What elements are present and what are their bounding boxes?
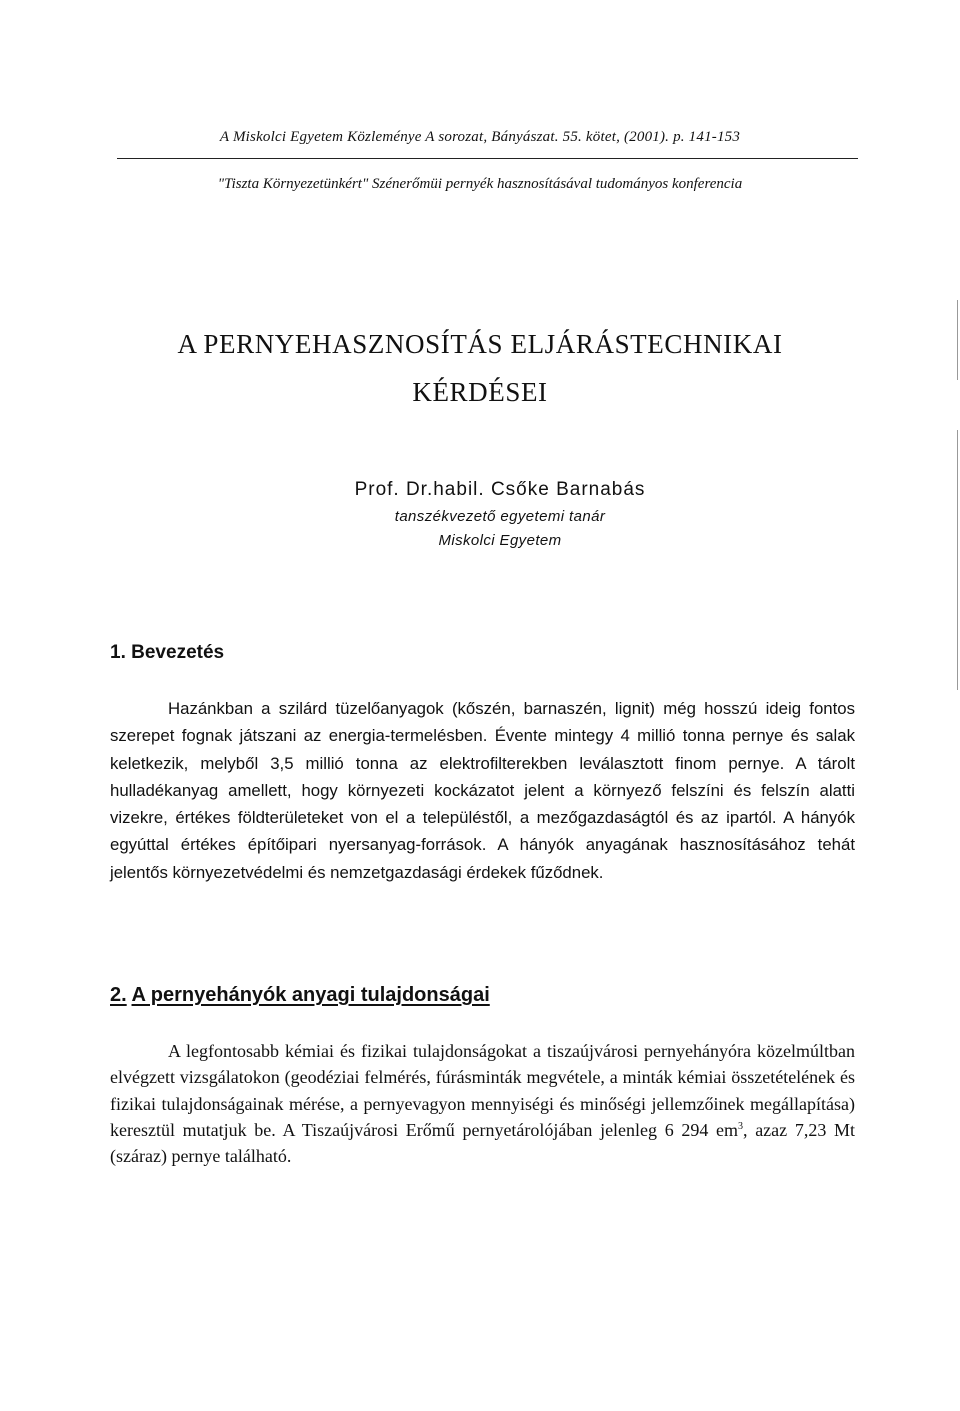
header-divider	[117, 158, 858, 159]
paper-title	[0, 320, 960, 416]
author-block	[0, 475, 920, 553]
scan-edge-mark	[957, 300, 958, 380]
journal-citation: A Miskolci Egyetem Közleménye A sorozat, Bányászat. 55. kötet, (2001). p. 141-153	[219, 129, 741, 145]
section-number: 1.	[110, 642, 126, 663]
section-number: 2.	[110, 984, 127, 1006]
section-heading-properties	[110, 984, 490, 1007]
author-institution: Miskolci Egyetem	[438, 532, 562, 549]
paragraph-text: Hazánkban a szilárd tüzelőanyagok (kőszén, barnaszén, lignit) még hosszú ideig fontos szerepet fognak játszani az energia-termelésben. Évente mintegy 4 millió tonna pernye és salak keletkezik, melyből 3,5 millió tonna az elektrofilterekben leválasztott finom pernye. A tárolt hulladékanyag amellett, hogy környezeti kockázatot jelent a környező felszíni és felszín alatti vizekre, értékes földterületeket von el a településtől, a mezőgazdaságtól és az ipartól. A hányók egyúttal értékes építőipari nyersanyag-források. A hányók anyagának hasznosításához tehát jelentős környezetvédelmi és nemzetgazdasági érdekek fűződnek.	[110, 699, 855, 882]
introduction-paragraph	[110, 695, 855, 886]
section-title: Bevezetés	[131, 642, 225, 663]
properties-paragraph	[110, 1038, 855, 1169]
section-heading-introduction	[110, 642, 224, 664]
paper-title-line2: KÉRDÉSEI	[412, 377, 548, 407]
section-title: A pernyehányók anyagi tulajdonságai	[131, 984, 490, 1006]
paragraph-text-tail: , azaz 7,23 Mt (száraz) pernye található.	[110, 1119, 855, 1167]
superscript-exponent: 3	[738, 1120, 744, 1132]
author-position: tanszékvezető egyetemi tanár	[394, 508, 606, 525]
paragraph-text: A legfontosabb kémiai és fizikai tulajdonságokat a tiszaújvárosi pernyehányóra közelmúltban elvégzett vizsgálatokon (geodéziai felmérés, fúrásminták megvétele, a minták kémiai összetételének és fizikai tulajdonságainak mérése, a pernyevagyon mennyiségi és minőségi jellemzőinek megállapítása) keresztül mutatjuk be. A Tiszaújvárosi Erőmű pernyetárolójában jelenleg 6 294 em	[110, 1041, 855, 1140]
scan-edge-mark	[957, 430, 958, 690]
conference-line: "Tiszta Környezetünkért" Szénerőmüi pernyék hasznosításával tudományos konferencia	[217, 176, 743, 192]
author-name: Prof. Dr.habil. Csőke Barnabás	[354, 479, 646, 500]
paper-title-line1: A PERNYEHASZNOSÍTÁS ELJÁRÁSTECHNIKAI	[177, 329, 783, 359]
